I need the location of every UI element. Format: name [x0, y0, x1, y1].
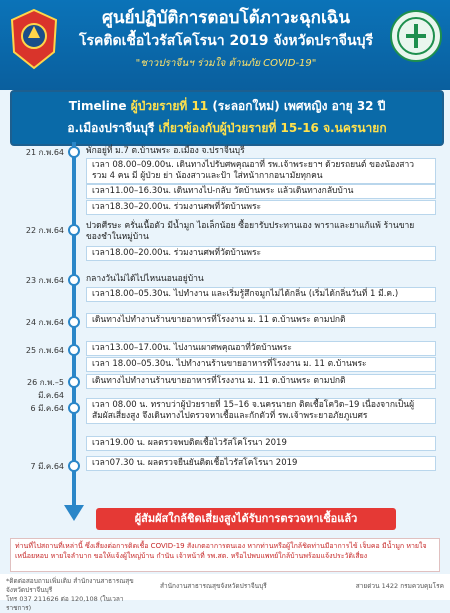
- health-advice: ท่านที่ไปสถานที่เหล่านี้ ซึ่งเสี่ยงต่อการติดเชื้อ COVID-19 สังเกตอาการตนเอง หากท่านหรือผู้ใกล้ชิดท่านมีอาการไข้ เจ็บคอ มีน้ำมูก หายใจเหนื่อยหอบ หายใจลำบาก ขอให้แจ้งผู้ใหญ่บ้าน กำนัน เจ้าหน้าที่ รพ.สต. หรือไปพบแพทย์ใกล้บ้านพร้อมแจ้งประวัติเสี่ยง: [10, 538, 440, 572]
- related-cases: เกี่ยวข้องกับผู้ป่วยรายที่ 15-16 จ.นครนายก: [158, 121, 387, 135]
- date-label: 24 ก.พ.64: [25, 318, 64, 327]
- footer: [0, 574, 450, 612]
- date-label: 26 ก.พ.–5 มี.ค.64: [26, 378, 64, 400]
- event-item: ปวดศีรษะ ครั่นเนื้อตัว มีน้ำมูก ไอเล็กน้อย ซื้อยารับประทานเอง พาราและยาแก้แพ้ ร้านขายของชำในหมู่บ้าน: [86, 221, 415, 242]
- timeline-dot: [68, 460, 80, 472]
- header-title: ศูนย์ปฏิบัติการตอบโต้ภาวะฉุกเฉิน: [102, 8, 350, 28]
- date-label: 7 มี.ค.64: [30, 462, 64, 471]
- event-item: เวลา11.00–16.30น. เดินทางไป-กลับ วัดบ้านพระ แล้วเดินทางกลับบ้าน: [86, 184, 436, 199]
- contact-line: *ติดต่อสอบถามเพิ่มเติม สำนักงานสาธารณสุขจังหวัดปราจีนบุรี: [6, 577, 134, 594]
- event-item: เดินทางไปทำงานร้านขายอาหารที่โรงงาน ม. 11 ต.บ้านพระ ตามปกติ: [86, 374, 436, 389]
- event-item: เวลา 18.00–05.30น. ไปทำงานร้านขายอาหารที่โรงงาน ม. 11 ต.บ้านพระ: [86, 357, 436, 372]
- timeline-dot: [68, 316, 80, 328]
- timeline-dot: [68, 344, 80, 356]
- provincial-seal-logo: [8, 8, 60, 70]
- footer-hotline: สายด่วน 1422 กรมควบคุมโรค: [355, 582, 444, 590]
- event-item: เวลา19.00 น. ผลตรวจพบติดเชื้อไวรัสโคโรนา 2019: [86, 436, 436, 451]
- footer-office: สำนักงานสาธารณสุขจังหวัดปราจีนบุรี: [160, 582, 267, 590]
- event-item: พักอยู่ที่ ม.7 ต.บ้านพระ อ.เมือง จ.ปราจีนบุรี: [86, 146, 245, 156]
- header-slogan: "ชาวปราจีนฯ ร่วมใจ ต้านภัย COVID-19": [135, 58, 317, 69]
- timeline-dot: [68, 224, 80, 236]
- timeline-dot: [68, 274, 80, 286]
- date-label: 21 ก.พ.64: [25, 148, 64, 157]
- timeline-dot: [68, 402, 80, 414]
- event-item: เวลา07.30 น. ผลตรวจยืนยันติดเชื้อไวรัสโคโรนา 2019: [86, 456, 436, 471]
- health-office-logo: [390, 10, 442, 62]
- banner-label: Timeline: [68, 99, 131, 113]
- event-item: เวลา 08.00–09.00น. เดินทางไปรับศพคุณอาที่ รพ.เจ้าพระยาฯ ด้วยรถยนต์ ของน้องสาว รวม 4 คน มี ผู้ป่วย ย่า น้องสาวและป้า ใส่หน้ากากอนามัยทุกคน: [86, 158, 436, 184]
- timeline-dot: [68, 376, 80, 388]
- date-label: 22 ก.พ.64: [25, 226, 64, 235]
- footer-contact: [6, 577, 146, 613]
- date-label: 6 มี.ค.64: [30, 404, 64, 413]
- district-name: อ.เมืองปราจีนบุรี: [67, 121, 159, 135]
- event-item: เดินทางไปทำงานร้านขายอาหารที่โรงงาน ม. 11 ต.บ้านพระ ตามปกติ: [86, 313, 436, 328]
- date-label: 25 ก.พ.64: [25, 346, 64, 355]
- event-item: กลางวันไม่ได้ไปไหนนอนอยู่บ้าน: [86, 274, 204, 284]
- event-item: เวลา18.00–05.30น. ไปทำงาน และเริ่มรู้สึกจมูกไม่ได้กลิ่น (เริ่มได้กลิ่นวันที่ 1 มี.ค.): [86, 287, 436, 302]
- date-label: 23 ก.พ.64: [25, 276, 64, 285]
- event-item: เวลา18.30–20.00น. ร่วมงานศพที่วัดบ้านพระ: [86, 200, 436, 215]
- patient-details: (ระลอกใหม่) เพศหญิง อายุ 32 ปี: [208, 99, 386, 113]
- timeline-arrow-icon: [64, 505, 84, 521]
- header-subtitle: โรคติดเชื้อไวรัสโคโรนา 2019 จังหวัดปราจีนบุรี: [79, 33, 373, 49]
- event-item: เวลา 08.00 น. ทราบว่าผู้ป่วยรายที่ 15–16 จ.นครนายก ติดเชื้อโควิด–19 เนื่องจากเป็นผู้สัมผัสเสี่ยงสูง จึงเดินทางไปตรวจหาเชื้อและกักตัวที่ รพ.เจ้าพระยาอภัยภูเบศร: [86, 398, 436, 424]
- patient-number: ผู้ป่วยรายที่ 11: [130, 99, 209, 113]
- event-item: เวลา13.00–17.00น. ไปงานเผาศพคุณอาที่วัดบ้านพระ: [86, 341, 436, 356]
- timeline-dot: [68, 146, 80, 158]
- banner-line-1: [12, 97, 442, 116]
- timeline-banner: [10, 90, 444, 146]
- contact-phone: โทร 037 211626 ต่อ 120,108 (ในเวลาราชการ): [6, 595, 124, 612]
- event-item: เวลา18.00–20.00น. ร่วมงานศพที่วัดบ้านพระ: [86, 246, 436, 261]
- banner-line-2: [12, 119, 442, 138]
- header: [0, 0, 450, 90]
- contact-tested-callout: ผู้สัมผัสใกล้ชิดเสี่ยงสูงได้รับการตรวจหาเชื้อแล้ว: [96, 508, 396, 530]
